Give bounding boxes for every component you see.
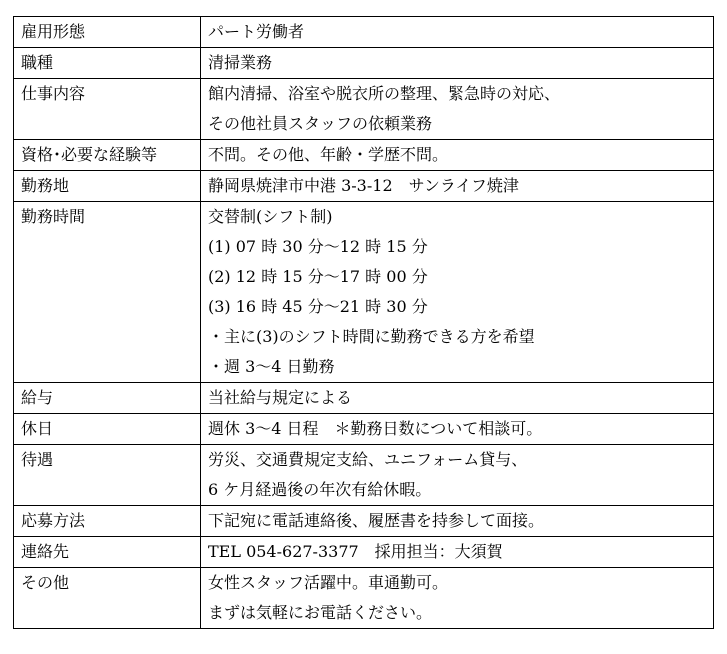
job-description-line-2: その他社員スタッフの依頼業務	[208, 114, 433, 133]
other-line-2: まずは気軽にお電話ください。	[208, 603, 433, 622]
label-work-location: 勤務地	[14, 171, 201, 202]
label-qualifications: 資格･必要な経験等	[14, 140, 201, 171]
working-hours-line-4: (3) 16 時 45 分～21 時 30 分	[208, 297, 428, 316]
label-holidays: 休日	[14, 414, 201, 445]
row-salary	[14, 383, 714, 414]
benefits-line-1: 労災、交通費規定支給、ユニフォーム貸与、	[208, 450, 528, 469]
working-hours-line-6: ・週 3～4 日勤務	[208, 357, 335, 376]
application-method-line-1: 下記宛に電話連絡後、履歴書を持参して面接。	[208, 511, 545, 530]
label-contact: 連絡先	[14, 537, 201, 568]
row-job-category	[14, 48, 714, 79]
value-other	[201, 568, 714, 629]
label-other: その他	[14, 568, 201, 629]
label-working-hours: 勤務時間	[14, 202, 201, 383]
value-benefits	[201, 445, 714, 506]
job-details-table	[13, 16, 714, 629]
value-holidays	[201, 414, 714, 445]
row-qualifications	[14, 140, 714, 171]
row-work-location	[14, 171, 714, 202]
row-working-hours	[14, 202, 714, 383]
value-working-hours	[201, 202, 714, 383]
value-application-method	[201, 506, 714, 537]
row-employment-type	[14, 17, 714, 48]
value-qualifications	[201, 140, 714, 171]
label-application-method: 応募方法	[14, 506, 201, 537]
holidays-line-1: 週休 3～4 日程 ＊勤務日数について相談可。	[208, 419, 543, 438]
salary-line-1: 当社給与規定による	[208, 388, 353, 407]
row-contact	[14, 537, 714, 568]
value-job-description	[201, 79, 714, 140]
other-line-1: 女性スタッフ活躍中。車通勤可。	[208, 573, 449, 592]
job-category-line-1: 清掃業務	[208, 53, 273, 72]
job-description-line-1: 館内清掃、浴室や脱衣所の整理、緊急時の対応、	[208, 84, 561, 103]
qualifications-line-1: 不問。その他、年齢・学歴不問。	[208, 145, 449, 164]
row-holidays	[14, 414, 714, 445]
employment-type-line-1: パート労働者	[208, 22, 305, 41]
label-employment-type: 雇用形態	[14, 17, 201, 48]
value-employment-type	[201, 17, 714, 48]
working-hours-line-3: (2) 12 時 15 分～17 時 00 分	[208, 267, 428, 286]
row-other	[14, 568, 714, 629]
row-application-method	[14, 506, 714, 537]
label-salary: 給与	[14, 383, 201, 414]
row-benefits	[14, 445, 714, 506]
benefits-line-2: 6 ケ月経過後の年次有給休暇。	[208, 480, 432, 499]
value-job-category	[201, 48, 714, 79]
working-hours-line-1: 交替制(シフト制)	[208, 207, 333, 226]
working-hours-line-5: ・主に(3)のシフト時間に勤務できる方を希望	[208, 327, 535, 346]
label-job-description: 仕事内容	[14, 79, 201, 140]
value-contact	[201, 537, 714, 568]
label-benefits: 待遇	[14, 445, 201, 506]
row-job-description	[14, 79, 714, 140]
working-hours-line-2: (1) 07 時 30 分～12 時 15 分	[208, 237, 428, 256]
label-job-category: 職種	[14, 48, 201, 79]
work-location-line-1: 静岡県焼津市中港 3-3-12 サンライフ焼津	[208, 176, 519, 195]
contact-line-1: TEL 054-627-3377 採用担当：大須賀	[208, 542, 503, 561]
value-salary	[201, 383, 714, 414]
value-work-location	[201, 171, 714, 202]
